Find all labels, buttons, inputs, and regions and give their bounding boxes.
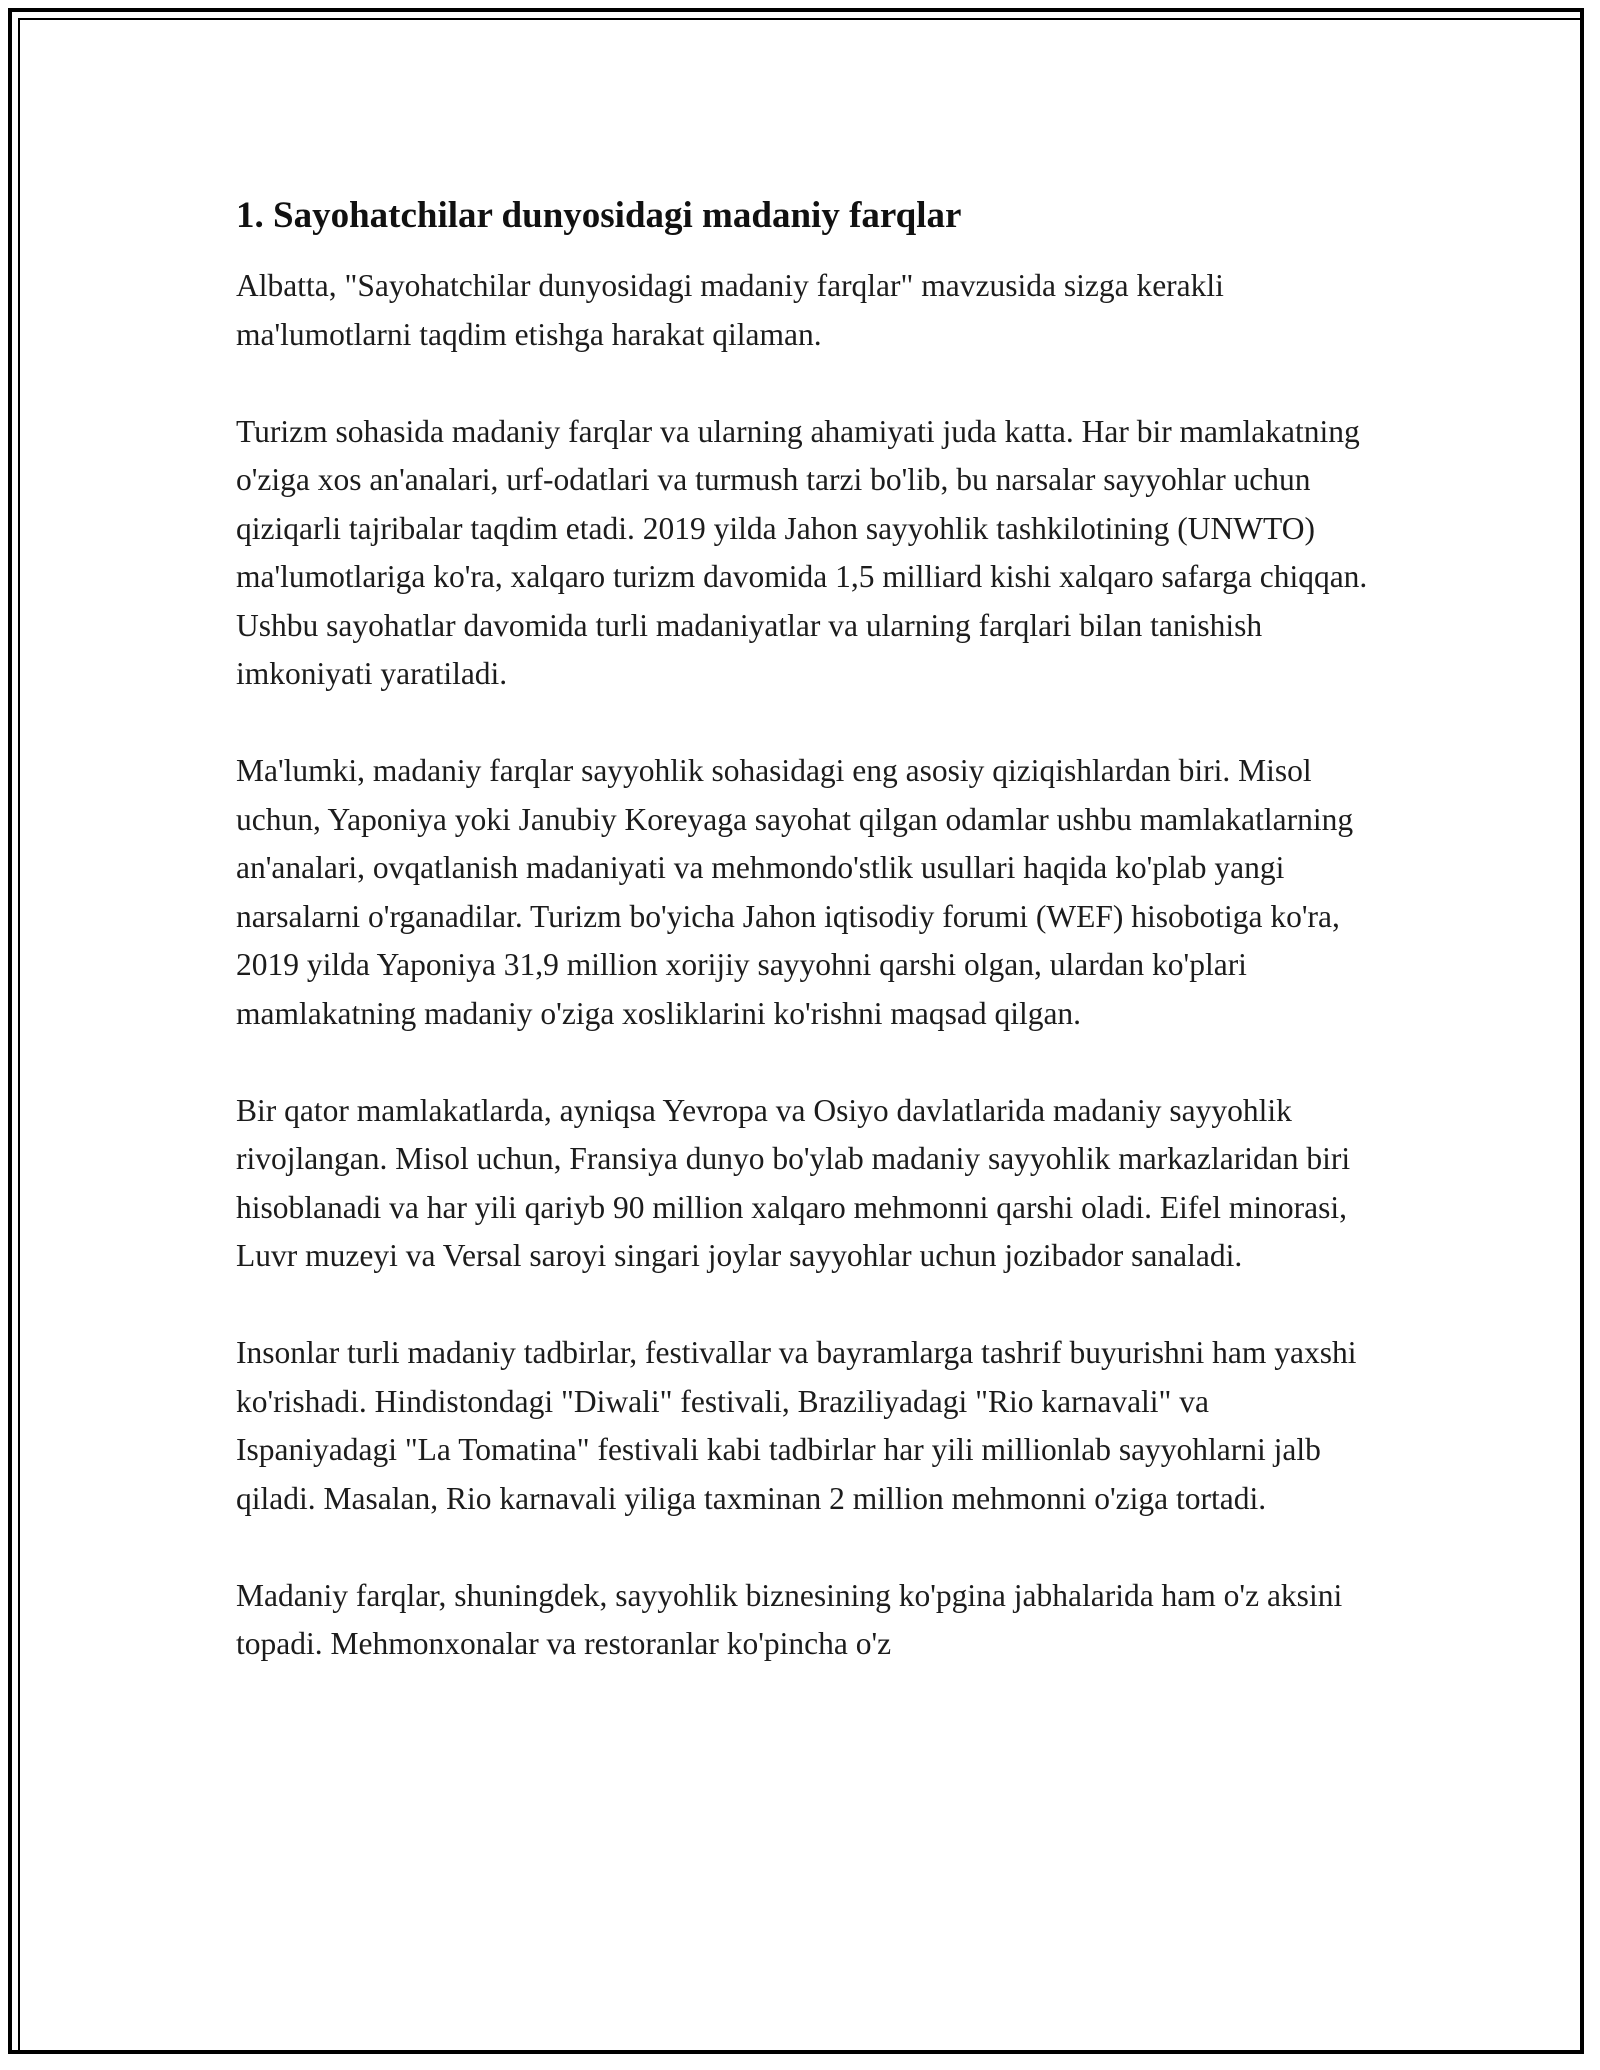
paragraph-festivals: Insonlar turli madaniy tadbirlar, festivallar va bayramlarga tashrif buyurishni ham yaxshi ko'rishadi. Hindistondagi "Diwali" festivali, Braziliyadagi "Rio karnavali" va Ispaniyadagi "La Tomatina" festivali kabi tadbirlar har yili millionlab sayyohlarni jalb qiladi. Masalan, Rio karnavali yiliga taxminan 2 million mehmonni o'ziga tortadi. xyxy=(236,1335,1357,1516)
paragraph-tourism-importance: Turizm sohasida madaniy farqlar va ularning ahamiyati juda katta. Har bir mamlakatning o'ziga xos an'analari, urf-odatlari va turmush tarzi bo'lib, bu narsalar sayyohlar uchun qiziqarli tajribalar taqdim etadi. 2019 yilda Jahon sayyohlik tashkilotining (UNWTO) ma'lumotlariga ko'ra, xalqaro turizm davomida 1,5 milliard kishi xalqaro safarga chiqqan. Ushbu sayohatlar davomida turli madaniyatlar va ularning farqlari bilan tanishish imkoniyati yaratiladi. xyxy=(236,413,1368,691)
paragraph-cultural-tourism: Bir qator mamlakatlarda, ayniqsa Yevropa va Osiyo davlatlarida madaniy sayyohlik rivojlangan. Misol uchun, Fransiya dunyo bo'ylab madaniy sayyohlik markazlaridan biri hisoblanadi va har yili qariyb 90 million xalqaro mehmonni qarshi oladi. Eifel minorasi, Luvr muzeyi va Versal saroyi singari joylar sayyohlar uchun jozibador sanaladi. xyxy=(236,1092,1351,1273)
document-body xyxy=(236,180,1376,1717)
paragraph-intro: Albatta, "Sayohatchilar dunyosidagi madaniy farqlar" mavzusida sizga kerakli ma'lumotlarni taqdim etishga harakat qilaman. xyxy=(236,268,1224,352)
paragraph-business: Madaniy farqlar, shuningdek, sayyohlik biznesining ko'pgina jabhalarida ham o'z aksini topadi. Mehmonxonalar va restoranlar ko'pincha o'z xyxy=(236,1577,1343,1661)
paragraph-japan-example: Ma'lumki, madaniy farqlar sayyohlik sohasidagi eng asosiy qiziqishlardan biri. Misol uchun, Yaponiya yoki Janubiy Koreyaga sayohat qilgan odamlar ushbu mamlakatlarning an'analari, ovqatlanish madaniyati va mehmondo'stlik usullari haqida ko'plab yangi narsalarni o'rganadilar. Turizm bo'yicha Jahon iqtisodiy forumi (WEF) hisobotiga ko'ra, 2019 yilda Yaponiya 31,9 million xorijiy sayyohni qarshi olgan, ulardan ko'plari mamlakatning madaniy o'ziga xosliklarini ko'rishni maqsad qilgan. xyxy=(236,753,1354,1031)
section-heading: 1. Sayohatchilar dunyosidagi madaniy farqlar xyxy=(236,195,962,236)
